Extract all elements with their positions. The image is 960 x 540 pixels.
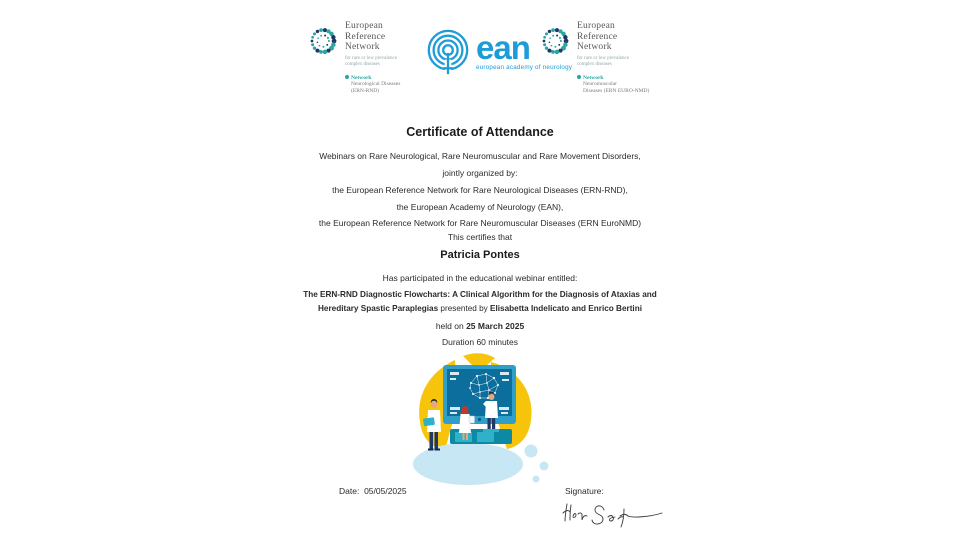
intro-line: the European Academy of Neurology (EAN), — [396, 202, 564, 212]
ern-network-label: Network — [583, 74, 604, 81]
ern-dots-icon — [538, 21, 572, 61]
webinar-title-block — [296, 288, 664, 316]
network-badge-icon — [345, 75, 349, 79]
attendee-name: Patricia Pontes — [440, 249, 520, 261]
intro-line: This certifies that — [447, 232, 513, 242]
ern-network-line: Diseases (ERN EURO-NMD) — [583, 87, 650, 94]
ern-org-line: Reference — [577, 31, 618, 42]
ern-tagline-line: complex diseases — [577, 61, 612, 67]
ern-dots-icon — [306, 21, 340, 61]
ern-rnd-logo — [306, 21, 400, 94]
ern-tagline-line: for rare or low prevalence — [345, 55, 397, 61]
medical-team-illustration — [403, 352, 553, 492]
page-title: Certificate of Attendance — [406, 125, 554, 139]
ern-org-line: Network — [577, 42, 612, 52]
held-on-date: 25 March 2025 — [466, 321, 525, 331]
webinar-title: The ERN-RND Diagnostic Flowcharts: A Clinical Algorithm for the Diagnosis of Ataxias and Hereditary Spastic Paraplegias — [303, 290, 657, 313]
date-value: 05/05/2025 — [364, 486, 407, 496]
ern-org-line: European — [577, 21, 615, 31]
ern-network-line: Neuromuscular — [583, 81, 617, 87]
date-label: Date: — [339, 486, 360, 496]
duration-line: Duration 60 minutes — [441, 337, 519, 347]
intro-line: the European Reference Network for Rare Neuromuscular Diseases (ERN EuroNMD) — [318, 218, 642, 228]
ean-labyrinth-icon — [424, 27, 472, 77]
intro-line: Webinars on Rare Neurological, Rare Neuromuscular and Rare Movement Disorders, — [319, 151, 641, 161]
ern-org-line: European — [345, 21, 383, 31]
signature-handwriting — [560, 498, 665, 530]
presenters: Elisabetta Indelicato and Enrico Bertini — [490, 304, 642, 313]
ern-network-line: Neurological Diseases — [351, 81, 401, 87]
held-on-label: held on — [435, 321, 467, 331]
date-line — [339, 486, 407, 496]
ern-org-line: Reference — [345, 31, 386, 42]
presented-by-label: presented by — [438, 304, 491, 313]
signature-label: Signature: — [565, 486, 604, 496]
ern-tagline-line: complex diseases — [345, 61, 380, 67]
ern-org-line: Network — [345, 42, 380, 52]
intro-line: the European Reference Network for Rare Neurological Diseases (ERN-RND), — [332, 185, 628, 195]
ern-tagline-line: for rare or low prevalence — [577, 55, 629, 61]
ean-acronym: ean — [476, 29, 530, 66]
ern-network-line: (ERN-RND) — [351, 87, 380, 94]
intro-line: jointly organized by: — [442, 168, 518, 178]
held-on-line — [0, 321, 960, 331]
ern-network-label: Network — [351, 74, 372, 81]
ean-subtitle: european academy of neurology — [476, 64, 573, 71]
network-badge-icon — [577, 75, 581, 79]
participation-line: Has participated in the educational webinar entitled: — [382, 273, 578, 283]
ern-nmd-logo — [538, 21, 649, 94]
